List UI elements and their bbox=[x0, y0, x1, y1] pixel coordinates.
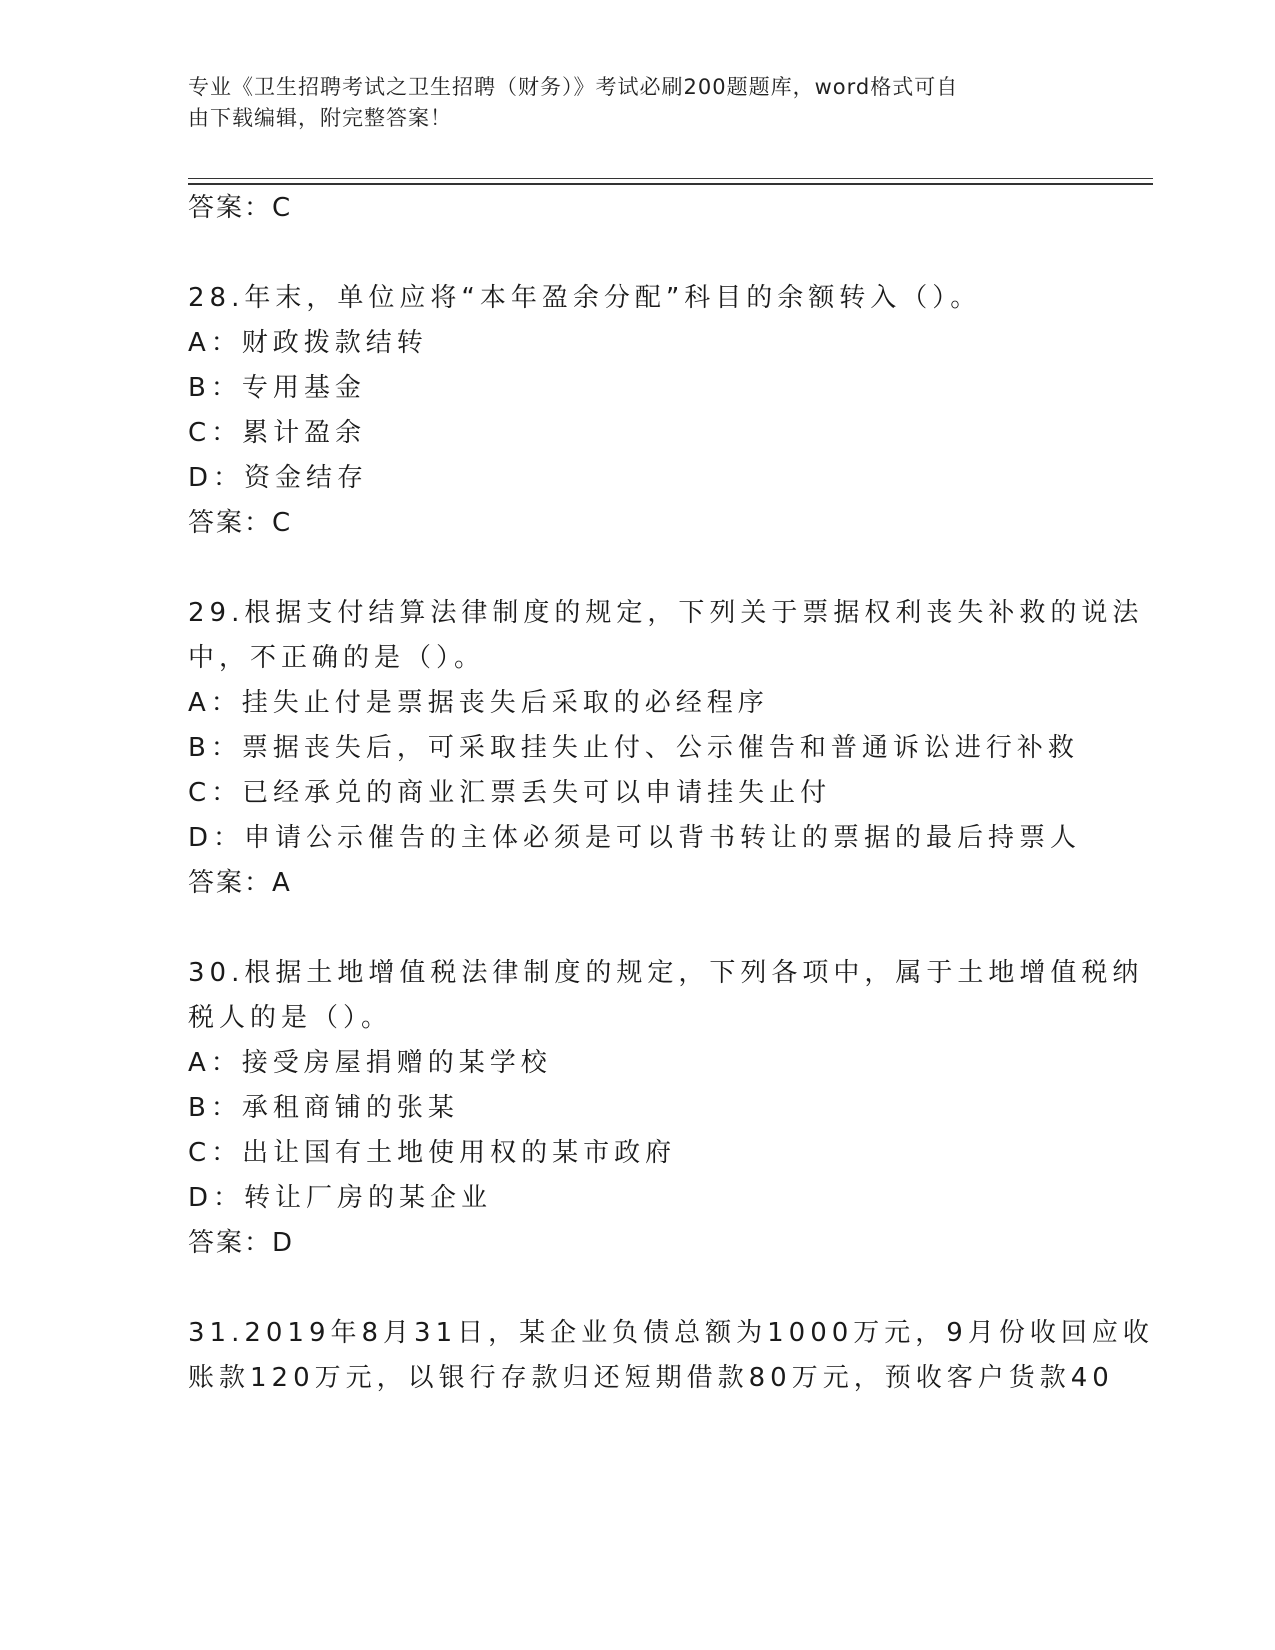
spacer bbox=[188, 546, 1088, 591]
question-text: 28.年末，单位应将“本年盈余分配”科目的余额转入（）。 bbox=[188, 283, 982, 313]
spacer bbox=[188, 906, 1088, 951]
previous-answer: 答案：C bbox=[188, 193, 293, 223]
option-a: A：挂失止付是票据丧失后采取的必经程序 bbox=[188, 688, 769, 718]
answer: 答案：D bbox=[188, 1228, 295, 1258]
option-b: B：票据丧失后，可采取挂失止付、公示催告和普通诉讼进行补救 bbox=[188, 733, 1079, 763]
option-d: D：资金结存 bbox=[188, 463, 369, 493]
answer: 答案：A bbox=[188, 868, 292, 898]
option-c: C：已经承兑的商业汇票丢失可以申请挂失止付 bbox=[188, 778, 832, 808]
question-text-line-1: 31.2019年8月31日，某企业负债总额为1000万元，9月份收回应收 bbox=[188, 1318, 1154, 1348]
question-list bbox=[188, 186, 1154, 1401]
question-31 bbox=[188, 1311, 1154, 1401]
question-28 bbox=[188, 276, 1088, 546]
question-text-line-2: 账款120万元，以银行存款归还短期借款80万元，预收客户货款40 bbox=[188, 1363, 1114, 1393]
document-header bbox=[188, 72, 1068, 134]
spacer bbox=[188, 231, 1088, 276]
question-30 bbox=[188, 951, 1144, 1266]
answer: 答案：C bbox=[188, 508, 293, 538]
question-text-line-2: 税人的是（）。 bbox=[188, 1003, 393, 1033]
option-d: D：转让厂房的某企业 bbox=[188, 1183, 493, 1213]
option-c: C：出让国有土地使用权的某市政府 bbox=[188, 1138, 677, 1168]
question-text-line-1: 29.根据支付结算法律制度的规定，下列关于票据权利丧失补救的说法 bbox=[188, 598, 1144, 628]
spacer bbox=[188, 1266, 1088, 1311]
option-b: B：承租商铺的张某 bbox=[188, 1093, 459, 1123]
question-text-line-1: 30.根据土地增值税法律制度的规定，下列各项中，属于土地增值税纳 bbox=[188, 958, 1144, 988]
option-d: D：申请公示催告的主体必须是可以背书转让的票据的最后持票人 bbox=[188, 823, 1082, 853]
option-c: C：累计盈余 bbox=[188, 418, 367, 448]
question-29 bbox=[188, 591, 1144, 906]
header-line-1: 专业《卫生招聘考试之卫生招聘（财务）》考试必刷200题题库，word格式可自 bbox=[188, 75, 959, 99]
option-b: B：专用基金 bbox=[188, 373, 366, 403]
header-rule-thick bbox=[188, 183, 1153, 185]
header-line-2: 由下载编辑，附完整答案！ bbox=[188, 106, 452, 130]
question-text-line-2: 中，不正确的是（）。 bbox=[188, 643, 486, 673]
header-rule-thin bbox=[188, 178, 1153, 179]
option-a: A：接受房屋捐赠的某学校 bbox=[188, 1048, 552, 1078]
option-a: A：财政拨款结转 bbox=[188, 328, 428, 358]
